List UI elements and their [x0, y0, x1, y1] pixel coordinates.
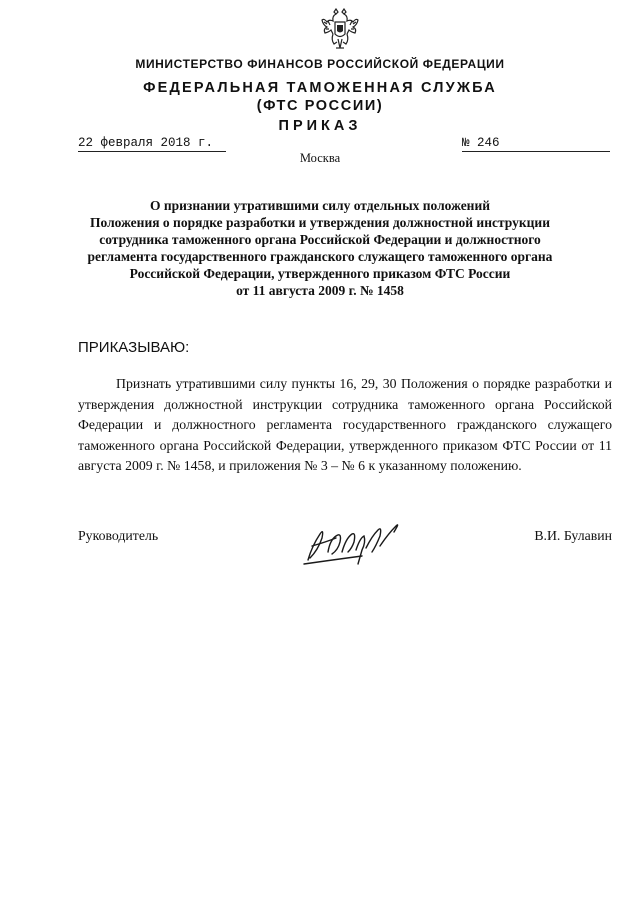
document-title — [60, 197, 580, 299]
document-type-heading: ПРИКАЗ — [278, 118, 362, 134]
title-line: сотрудника таможенного органа Российской Федерации и должностного — [99, 232, 541, 247]
ministry-name: МИНИСТЕРСТВО ФИНАНСОВ РОССИЙСКОЙ ФЕДЕРАЦИИ — [135, 57, 505, 71]
order-body-paragraph: Признать утратившими силу пункты 16, 29, 30 Положения о порядке разработки и утверждения должностной инструкции сотрудника таможенного органа Российской Федерации и должностного регламента государственного гражданского служащего таможенного органа Российской Федерации, утвержденного приказом ФТС России от 11 августа 2009 г. № 1458, и приложения № 3 – № 6 к указанному положению. — [78, 376, 612, 474]
document-number: № 246 — [462, 136, 610, 152]
document-city: Москва — [299, 151, 341, 165]
title-line: Российской Федерации, утвержденного приказом ФТС России — [129, 266, 511, 281]
double-headed-eagle-emblem-icon — [321, 8, 359, 52]
title-line: О признании утратившими силу отдельных положений — [149, 198, 491, 213]
order-directive: ПРИКАЗЫВАЮ: — [78, 339, 190, 356]
signatory-name: В.И. Булавин — [534, 528, 612, 543]
title-line: регламента государственного гражданского служащего таможенного органа — [87, 249, 553, 264]
handwritten-signature — [302, 516, 406, 570]
title-line: Положения о порядке разработки и утверждения должностной инструкции — [90, 215, 550, 230]
title-line: от 11 августа 2009 г. № 1458 — [236, 283, 404, 298]
document-date: 22 февраля 2018 г. — [78, 136, 226, 152]
agency-name: ФЕДЕРАЛЬНАЯ ТАМОЖЕННАЯ СЛУЖБА — [143, 80, 497, 96]
signatory-position: Руководитель — [78, 528, 159, 543]
agency-abbreviation: (ФТС РОССИИ) — [256, 98, 384, 114]
